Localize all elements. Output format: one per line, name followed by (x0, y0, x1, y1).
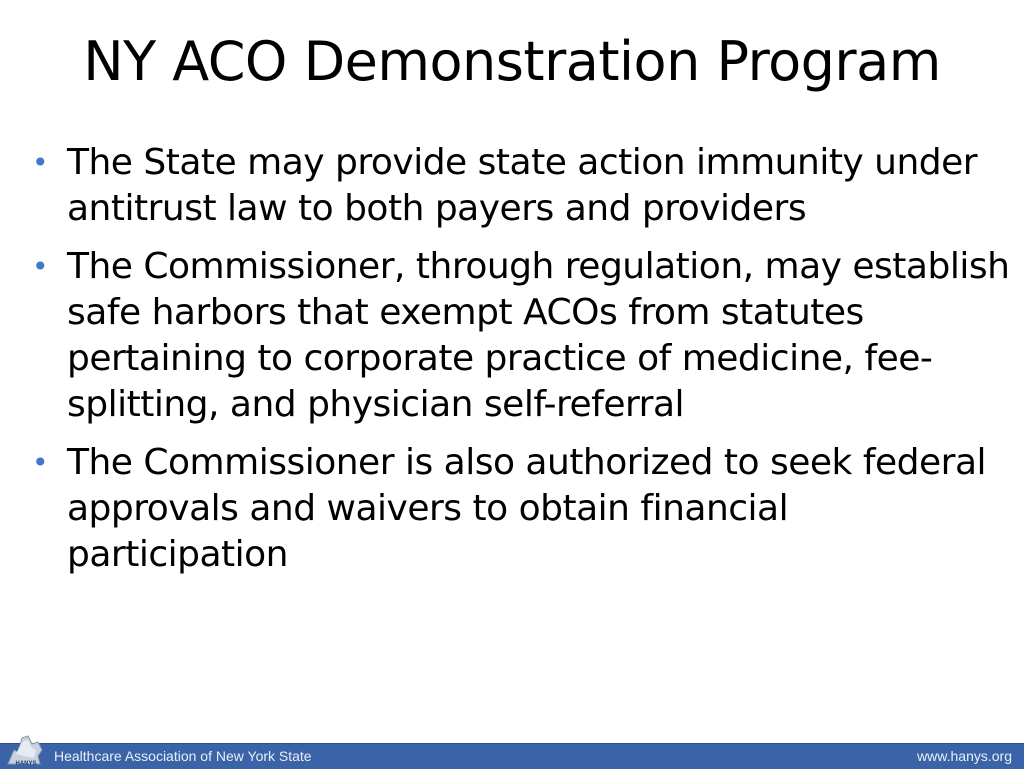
bullet-icon: • (32, 446, 49, 479)
bullet-item-federal-approvals (28, 440, 1018, 578)
logo-text: HANYS (15, 761, 37, 767)
footer-bar (0, 743, 1024, 769)
bullet-item-immunity (28, 140, 1018, 232)
bullet-text: The Commissioner is also authorized to seek federal approvals and waivers to obtain financial participation (67, 442, 987, 575)
bullet-text: The Commissioner, through regulation, may establish safe harbors that exempt ACOs from statutes pertaining to corporate practice of medicine, fee-splitting, and physician self-referral (67, 246, 1010, 425)
hanys-logo-icon (4, 730, 48, 768)
bullet-item-safe-harbors (28, 244, 1018, 428)
footer-url-link[interactable]: www.hanys.org (917, 748, 1012, 764)
slide-title: NY ACO Demonstration Program (83, 30, 941, 93)
bullet-list (28, 140, 1018, 578)
bullet-icon: • (32, 146, 49, 179)
footer-organization: Healthcare Association of New York State (54, 748, 312, 764)
bullet-icon: • (32, 250, 49, 283)
bullet-text: The State may provide state action immunity under antitrust law to both payers and providers (67, 142, 978, 229)
